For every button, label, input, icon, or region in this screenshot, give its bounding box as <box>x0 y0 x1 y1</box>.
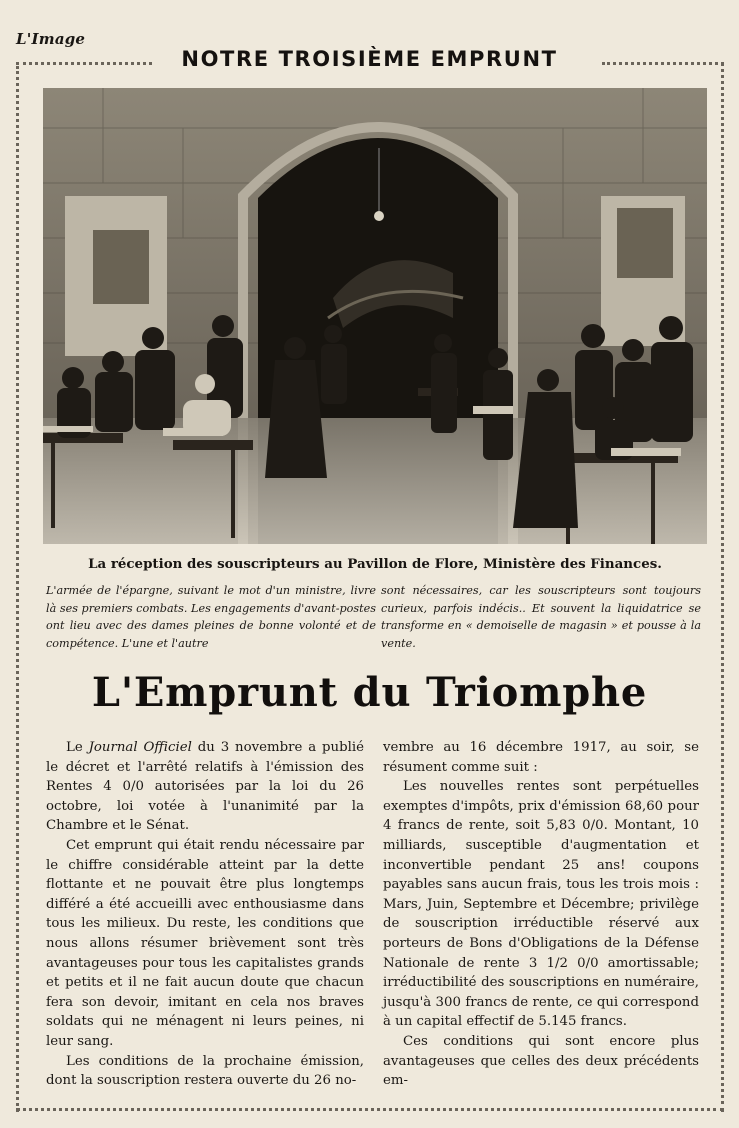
photo-illustration <box>43 88 707 544</box>
lead-paragraph-right: sont nécessaires, car les souscripteurs sont toujours curieux, parfois indécis.. Et souvent la liquidatrice se transforme en « demoiselle de magasin » et pousse à la vente. <box>381 584 701 650</box>
dotted-border-top-right <box>602 62 724 68</box>
text-span: Le <box>66 740 89 755</box>
masthead-title: L'Image <box>16 30 86 48</box>
article-paragraph: vembre au 16 décembre 1917, au soir, se résument comme suit : <box>383 740 699 775</box>
article-paragraph: Ces conditions qui sont encore plus avantageuses que celles des deux précédents em- <box>383 1033 699 1089</box>
dotted-border-bottom <box>16 1108 724 1114</box>
dotted-border-top-left <box>16 62 152 68</box>
article-column-right <box>383 738 699 1091</box>
article-paragraph: Les conditions de la prochaine émission, dont la souscription restera ouverte du 26 no- <box>46 1053 364 1089</box>
article-column-left <box>46 738 364 1091</box>
article-paragraph: Cet emprunt qui était rendu nécessaire par le chiffre considérable atteint par la dette flottante et ne pouvait être plus longtemps différé a été accueilli avec enthousiasme dans tous les milieux. Du reste, les conditions que nous allons résumer brièvement sont très avantageuses pour tous les capitalistes grands et petits et il ne fait aucun doute que chacun fera son devoir, imitant en cela nos braves soldats qui ne ménagent ni leurs peines, ni leur sang. <box>46 837 364 1049</box>
text-span: du 3 novembre a publié le décret et l'arrêté relatifs à l'émission des Rentes 4 0/0 autorisées par la loi du 26 octobre, loi votée à l'unanimité par la Chambre et le Sénat. <box>46 740 364 834</box>
article-paragraph <box>46 738 364 836</box>
dotted-border-left <box>16 66 22 1112</box>
lead-paragraph-left: L'armée de l'épargne, suivant le mot d'un ministre, livre là ses premiers combats. Les engagements d'avant-postes ont lieu avec des dames pleines de bonne volonté et de compétence. L'une et l'autre <box>46 584 376 650</box>
journal-name: Journal Officiel <box>88 740 192 755</box>
section-title: NOTRE TROISIÈME EMPRUNT <box>181 47 558 71</box>
article-paragraph: Les nouvelles rentes sont perpétuelles exemptes d'impôts, prix d'émission 68,60 pour 4 francs de rente, soit 5,83 0/0. Montant, 10 milliards, susceptible d'augmentation et inconvertible pendant 25 ans! coupons payables sans aucun frais, tous les trois mois : Mars, Juin, Septembre et Décembre; privilège de souscription irréductible réservé aux porteurs de Bons d'Obligations de la Défense Nationale de rente 3 1/2 0/0 amortissable; irréductibilité des souscriptions en numéraire, jusqu'à 300 francs de rente, ce qui correspond à un capital effectif de 5.145 francs. <box>383 779 699 1030</box>
photo-caption: La réception des souscripteurs au Pavillon de Flore, Ministère des Finances. <box>88 556 662 572</box>
article-headline: L'Emprunt du Triomphe <box>91 669 648 716</box>
reception-hall-photo <box>43 88 707 544</box>
dotted-border-right <box>721 62 727 1112</box>
